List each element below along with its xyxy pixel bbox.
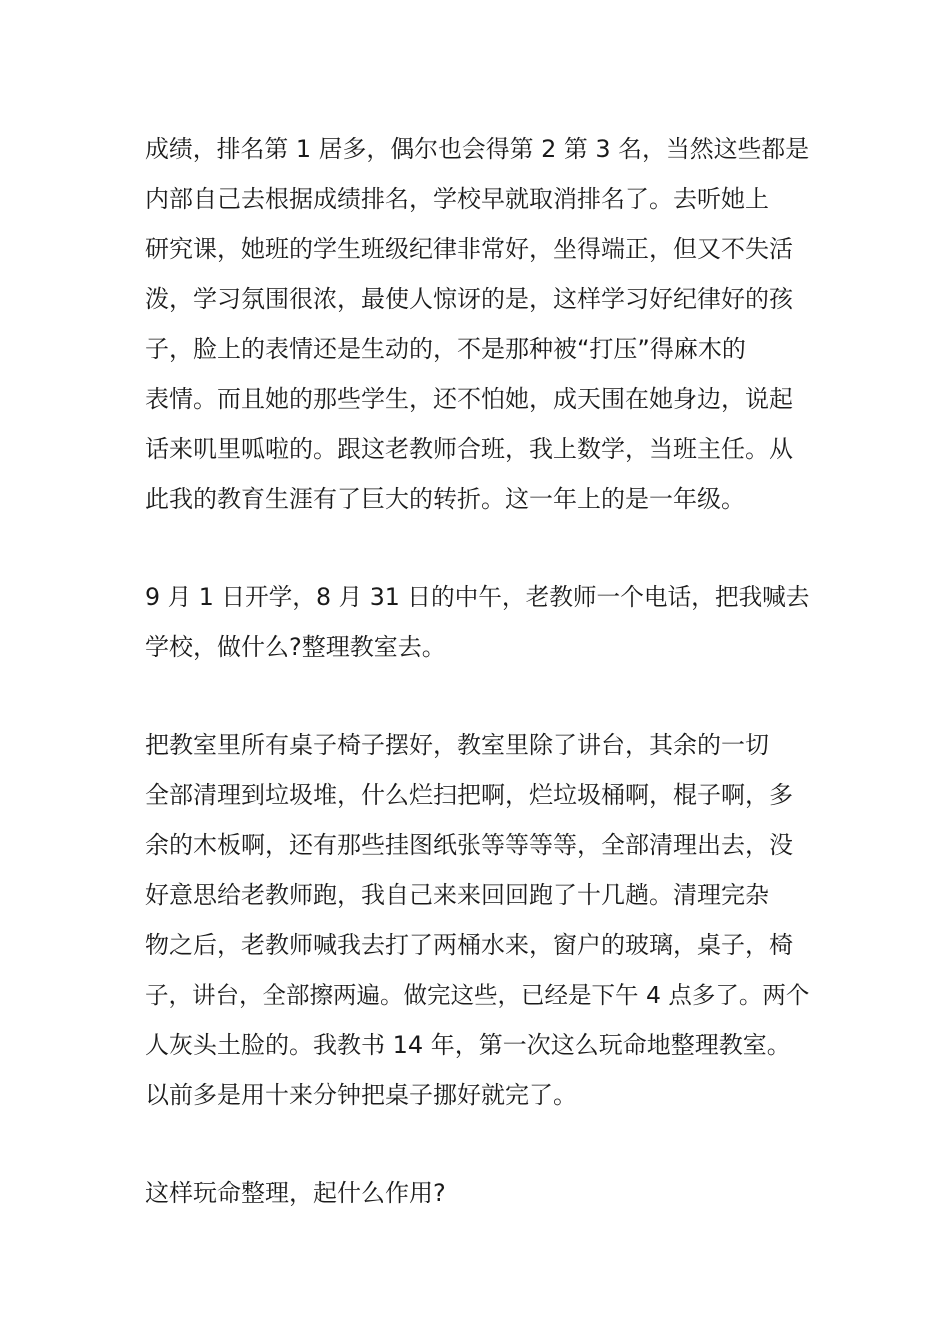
paragraph-line: 此我的教育生涯有了巨大的转折。这一年上的是一年级。 xyxy=(145,485,745,513)
paragraph-line: 泼，学习氛围很浓，最使人惊讶的是，这样学习好纪律好的孩 xyxy=(145,285,793,313)
paragraph-line: 研究课，她班的学生班级纪律非常好，坐得端正，但又不失活 xyxy=(145,235,793,263)
paragraph-line: 9 月 1 日开学，8 月 31 日的中午，老教师一个电话，把我喊去 xyxy=(145,583,810,611)
paragraph-line: 全部清理到垃圾堆，什么烂扫把啊，烂垃圾桶啊，棍子啊，多 xyxy=(145,781,793,809)
paragraph-line: 以前多是用十来分钟把桌子挪好就完了。 xyxy=(145,1081,577,1109)
paragraph-line: 学校，做什么?整理教室去。 xyxy=(145,633,446,661)
paragraph-line: 好意思给老教师跑，我自己来来回回跑了十几趟。清理完杂 xyxy=(145,881,769,909)
paragraph-line: 子，讲台，全部擦两遍。做完这些，已经是下午 4 点多了。两个 xyxy=(145,981,810,1009)
paragraph-line: 人灰头土脸的。我教书 14 年，第一次这么玩命地整理教室。 xyxy=(145,1031,791,1059)
paragraph-2 xyxy=(145,572,810,672)
paragraph-line: 话来叽里呱啦的。跟这老教师合班，我上数学，当班主任。从 xyxy=(145,435,793,463)
paragraph-line: 物之后，老教师喊我去打了两桶水来，窗户的玻璃，桌子，椅 xyxy=(145,931,793,959)
paragraph-1 xyxy=(145,124,810,524)
paragraph-3 xyxy=(145,720,810,1120)
paragraph-line: 余的木板啊，还有那些挂图纸张等等等等，全部清理出去，没 xyxy=(145,831,793,859)
paragraph-line: 这样玩命整理，起什么作用? xyxy=(145,1179,446,1207)
paragraph-line: 把教室里所有桌子椅子摆好，教室里除了讲台，其余的一切 xyxy=(145,731,769,759)
paragraph-line: 子，脸上的表情还是生动的，不是那种被“打压”得麻木的 xyxy=(145,335,746,363)
paragraph-line: 成绩，排名第 1 居多，偶尔也会得第 2 第 3 名，当然这些都是 xyxy=(145,135,810,163)
paragraph-line: 表情。而且她的那些学生，还不怕她，成天围在她身边，说起 xyxy=(145,385,793,413)
paragraph-line: 内部自己去根据成绩排名，学校早就取消排名了。去听她上 xyxy=(145,185,769,213)
paragraph-4 xyxy=(145,1168,810,1218)
